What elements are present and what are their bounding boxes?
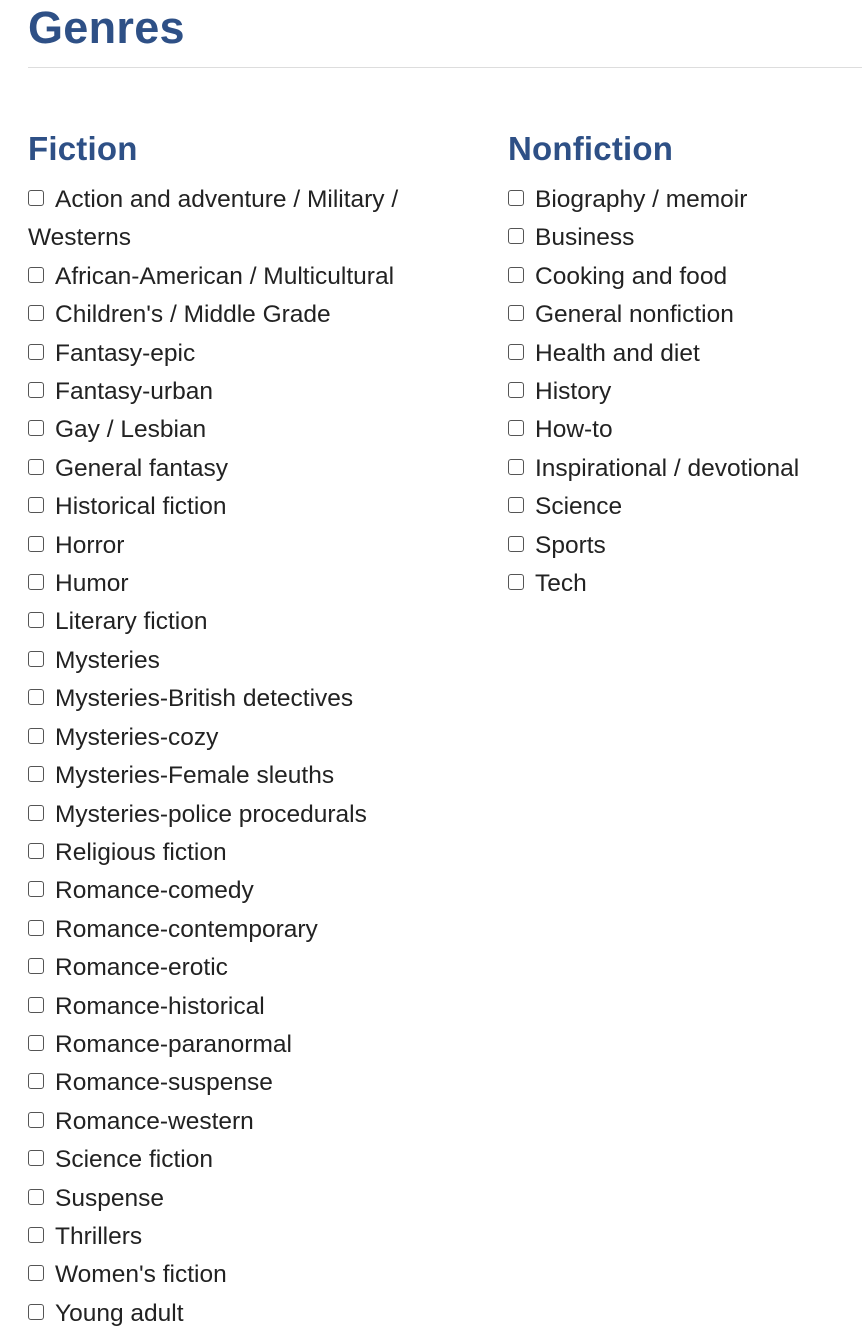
- nonfiction-genre-item[interactable]: [508, 488, 862, 526]
- fiction-genre-item[interactable]: [28, 1026, 468, 1064]
- fiction-genre-item[interactable]: [28, 258, 468, 296]
- checkbox[interactable]: [508, 344, 524, 360]
- checkbox[interactable]: [28, 1035, 44, 1051]
- page-title: Genres: [28, 2, 185, 53]
- fiction-genre-item[interactable]: [28, 872, 468, 910]
- fiction-genre-item[interactable]: [28, 565, 468, 603]
- nonfiction-genre-list: [508, 181, 862, 603]
- genres-form: [28, 0, 862, 1327]
- genre-label: Women's fiction: [55, 1261, 227, 1289]
- genre-label: Mysteries-police procedurals: [55, 800, 367, 828]
- genre-label: General nonfiction: [535, 301, 734, 329]
- checkbox[interactable]: [508, 267, 524, 283]
- checkbox[interactable]: [508, 382, 524, 398]
- nonfiction-genre-item[interactable]: [508, 219, 862, 257]
- genre-label: Inspirational / devotional: [535, 454, 800, 482]
- checkbox[interactable]: [28, 420, 44, 436]
- fiction-genre-item[interactable]: [28, 757, 468, 795]
- checkbox[interactable]: [28, 612, 44, 628]
- fiction-genre-item[interactable]: [28, 1064, 468, 1102]
- fiction-genre-item[interactable]: [28, 488, 468, 526]
- checkbox[interactable]: [508, 497, 524, 513]
- fiction-genre-item[interactable]: [28, 642, 468, 680]
- genre-label: Gay / Lesbian: [55, 416, 207, 444]
- fiction-genre-item[interactable]: [28, 949, 468, 987]
- genre-label: African-American / Multicultural: [55, 262, 395, 290]
- checkbox[interactable]: [28, 1073, 44, 1089]
- fiction-genre-item[interactable]: [28, 911, 468, 949]
- checkbox[interactable]: [28, 689, 44, 705]
- genre-label: Romance-historical: [55, 992, 265, 1020]
- fiction-genre-item[interactable]: [28, 181, 468, 258]
- fiction-genre-list: [28, 181, 468, 1333]
- checkbox[interactable]: [28, 1112, 44, 1128]
- nonfiction-genre-item[interactable]: [508, 527, 862, 565]
- checkbox[interactable]: [28, 536, 44, 552]
- checkbox[interactable]: [28, 382, 44, 398]
- genre-label: Thrillers: [55, 1222, 143, 1250]
- fiction-genre-item[interactable]: [28, 296, 468, 334]
- checkbox[interactable]: [28, 344, 44, 360]
- checkbox[interactable]: [28, 1189, 44, 1205]
- checkbox[interactable]: [28, 997, 44, 1013]
- checkbox[interactable]: [508, 228, 524, 244]
- checkbox[interactable]: [28, 805, 44, 821]
- checkbox[interactable]: [28, 497, 44, 513]
- checkbox[interactable]: [508, 574, 524, 590]
- checkbox[interactable]: [28, 766, 44, 782]
- genre-label: General fantasy: [55, 454, 228, 482]
- genre-label: Mysteries-British detectives: [55, 685, 354, 713]
- checkbox[interactable]: [28, 1265, 44, 1281]
- nonfiction-genre-item[interactable]: [508, 373, 862, 411]
- genre-label: History: [535, 378, 612, 406]
- genre-label: Suspense: [55, 1184, 164, 1212]
- genre-label: Romance-comedy: [55, 877, 254, 905]
- genre-label: Mysteries: [55, 646, 160, 674]
- nonfiction-column: [508, 129, 862, 603]
- fiction-genre-item[interactable]: [28, 411, 468, 449]
- genre-label: Business: [535, 224, 635, 252]
- fiction-genre-item[interactable]: [28, 988, 468, 1026]
- genre-label: Health and diet: [535, 339, 700, 367]
- fiction-genre-item[interactable]: [28, 373, 468, 411]
- genre-label: Mysteries-Female sleuths: [55, 762, 335, 790]
- genre-label: Action and adventure / Military / Westerns: [28, 186, 399, 252]
- fiction-heading: Fiction: [28, 130, 138, 167]
- genre-label: Literary fiction: [55, 608, 208, 636]
- nonfiction-genre-item[interactable]: [508, 450, 862, 488]
- checkbox[interactable]: [28, 1227, 44, 1243]
- nonfiction-genre-item[interactable]: [508, 181, 862, 219]
- fiction-genre-item[interactable]: [28, 719, 468, 757]
- checkbox[interactable]: [508, 536, 524, 552]
- fiction-genre-item[interactable]: [28, 450, 468, 488]
- checkbox[interactable]: [508, 305, 524, 321]
- genre-label: Mysteries-cozy: [55, 723, 219, 751]
- genre-label: Fantasy-urban: [55, 378, 213, 406]
- checkbox[interactable]: [508, 190, 524, 206]
- genre-label: Cooking and food: [535, 262, 728, 290]
- genre-label: Children's / Middle Grade: [55, 301, 331, 329]
- checkbox[interactable]: [28, 728, 44, 744]
- genre-label: How-to: [535, 416, 613, 444]
- checkbox[interactable]: [28, 190, 44, 206]
- checkbox[interactable]: [28, 881, 44, 897]
- fiction-genre-item[interactable]: [28, 680, 468, 718]
- checkbox[interactable]: [28, 574, 44, 590]
- checkbox[interactable]: [28, 1150, 44, 1166]
- fiction-genre-item[interactable]: [28, 834, 468, 872]
- fiction-genre-item[interactable]: [28, 1218, 468, 1256]
- genre-label: Humor: [55, 570, 129, 598]
- nonfiction-genre-item[interactable]: [508, 565, 862, 603]
- checkbox[interactable]: [28, 305, 44, 321]
- fiction-genre-item[interactable]: [28, 1256, 468, 1294]
- genre-label: Romance-contemporary: [55, 915, 318, 943]
- nonfiction-genre-item[interactable]: [508, 335, 862, 373]
- genre-label: Tech: [535, 570, 587, 598]
- checkbox[interactable]: [28, 651, 44, 667]
- genre-label: Science: [535, 493, 623, 521]
- checkbox[interactable]: [28, 958, 44, 974]
- genre-label: Sports: [535, 531, 606, 559]
- genre-label: Romance-paranormal: [55, 1030, 292, 1058]
- checkbox[interactable]: [28, 843, 44, 859]
- fiction-genre-item[interactable]: [28, 527, 468, 565]
- genre-label: Religious fiction: [55, 838, 227, 866]
- nonfiction-heading: Nonfiction: [508, 130, 674, 167]
- genre-label: Romance-suspense: [55, 1069, 273, 1097]
- checkbox[interactable]: [28, 920, 44, 936]
- fiction-genre-item[interactable]: [28, 1103, 468, 1141]
- fiction-genre-item[interactable]: [28, 335, 468, 373]
- genre-label: Historical fiction: [55, 493, 227, 521]
- fiction-genre-item[interactable]: [28, 1180, 468, 1218]
- fiction-genre-item[interactable]: [28, 796, 468, 834]
- nonfiction-genre-item[interactable]: [508, 258, 862, 296]
- fiction-genre-item[interactable]: [28, 1141, 468, 1179]
- genre-label: Biography / memoir: [535, 186, 748, 213]
- genre-label: Science fiction: [55, 1146, 213, 1174]
- checkbox[interactable]: [508, 459, 524, 475]
- checkbox[interactable]: [28, 459, 44, 475]
- nonfiction-genre-item[interactable]: [508, 411, 862, 449]
- genre-label: Romance-western: [55, 1107, 254, 1135]
- title-divider: [28, 67, 862, 68]
- genre-label: Fantasy-epic: [55, 339, 196, 367]
- checkbox[interactable]: [508, 420, 524, 436]
- genre-label: Romance-erotic: [55, 954, 228, 982]
- fiction-genre-item[interactable]: [28, 603, 468, 641]
- fiction-genre-item[interactable]: [28, 1295, 468, 1333]
- nonfiction-genre-item[interactable]: [508, 296, 862, 334]
- fiction-column: [28, 129, 468, 1333]
- checkbox[interactable]: [28, 267, 44, 283]
- genre-label: Horror: [55, 531, 125, 559]
- genre-label: Young adult: [55, 1299, 184, 1327]
- checkbox[interactable]: [28, 1304, 44, 1320]
